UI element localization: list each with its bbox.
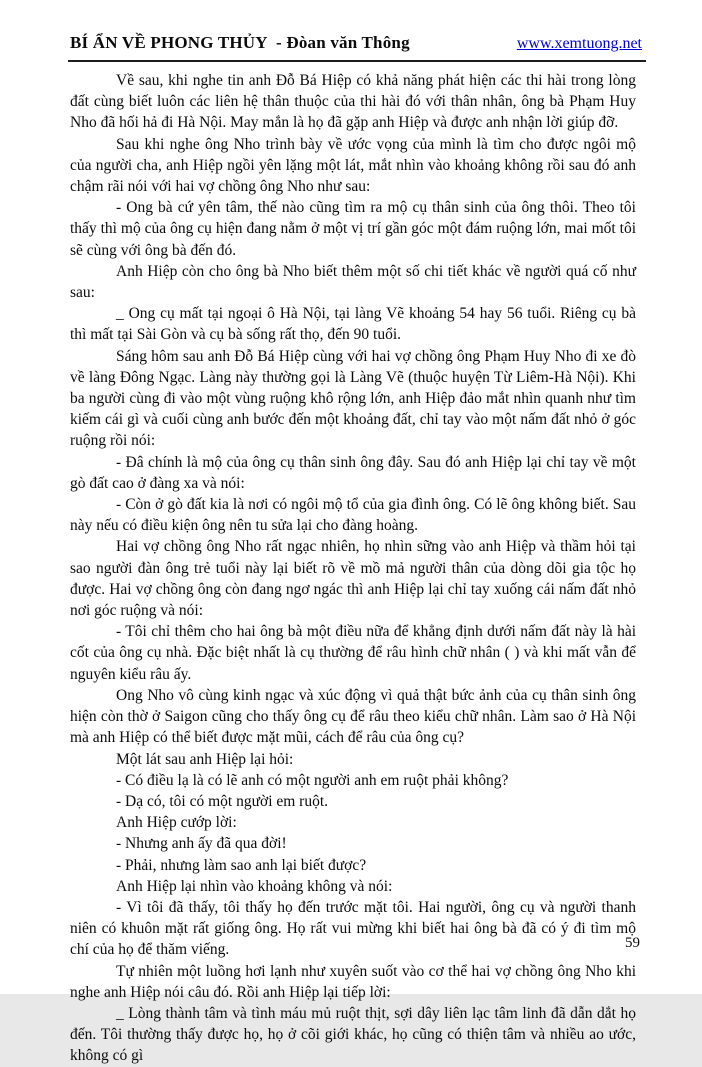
paragraph: - Có điều lạ là có lẽ anh có một người anh em ruột phải không? (116, 771, 509, 789)
page-number: 59 (625, 935, 640, 951)
paragraph: - Ong bà cứ yên tâm, thế nào cũng tìm ra mộ cụ thân sinh của ông thôi. Theo tôi thấy thì mộ của ông cụ hiện đang nằm ở một vị trí gần góc một đám ruộng lớn, mai mốt tôi sẽ cùng với ông bà đến đó. (70, 199, 636, 259)
paragraph: Ong Nho vô cùng kinh ngạc và xúc động vì quả thật bức ảnh của cụ thân sinh ông hiện còn thờ ở Saigon cũng cho thấy ông cụ để râu theo kiểu chữ nhân. Làm sao ở Hà Nội mà anh Hiệp có thể biết được mặt mũi, cách để râu của ông cụ? (70, 686, 636, 747)
paragraph: Tự nhiên một luồng hơi lạnh như xuyên suốt vào cơ thể hai vợ chồng ông Nho khi nghe anh Hiệp nói câu đó. Rồi anh Hiệp lại tiếp lời: (70, 962, 636, 1001)
paragraph: - Còn ở gò đất kia là nơi có ngôi mộ tổ của gia đình ông. Có lẽ ông không biết. Sau này nếu có điều kiện ông nên tu sửa lại cho đàng hoàng. (70, 496, 636, 535)
page-header (0, 0, 702, 53)
paragraph: - Dạ có, tôi có một người em ruột. (116, 792, 329, 810)
paragraph: Anh Hiệp cướp lời: (116, 814, 237, 832)
paragraph: - Phải, nhưng làm sao anh lại biết được? (116, 856, 367, 874)
paragraph: Về sau, khi nghe tin anh Đỗ Bá Hiệp có khả năng phát hiện các thi hài trong lòng đất cùng biết luôn các liên hệ thân thuộc của thi hài đó với thân nhân, ông bà Phạm Huy Nho đã hối hả đi Hà Nội. May mắn là họ đã gặp anh Hiệp và được anh nhận lời giúp đỡ. (70, 72, 636, 132)
paragraph: Anh Hiệp lại nhìn vào khoảng không và nói: (116, 877, 393, 895)
paragraph: - Tôi chỉ thêm cho hai ông bà một điều nữa để khẳng định dưới nấm đất này là hài cốt của ông cụ nhà. Đặc biệt nhất là cụ thường để râu hình chữ nhân ( ) và khi mất vẫn để nguyên kiểu râu ấy. (70, 623, 636, 683)
paragraph: Hai vợ chồng ông Nho rất ngạc nhiên, họ nhìn sững vào anh Hiệp và thầm hỏi tại sao người đàn ông trẻ tuổi này lại biết rõ về mồ mả người thân của dòng dõi gia tộc họ được. Hai vợ chồng ông còn đang ngơ ngác thì anh Hiệp lại chỉ tay xuống cái nấm đất nhỏ nơi góc ruộng và nói: (70, 538, 636, 620)
paragraph: - Đâ chính là mộ của ông cụ thân sinh ông đây. Sau đó anh Hiệp lại chỉ tay về một gò đất cao ở đàng xa và nói: (70, 453, 636, 492)
page-body (0, 62, 702, 1067)
paragraph: _ Ong cụ mất tại ngoại ô Hà Nội, tại làng Vẽ khoảng 54 hay 56 tuổi. Riêng cụ bà thì mất tại Sài Gòn và cụ bà sống rất thọ, đến 90 tuổi. (70, 305, 636, 344)
paragraph: - Vì tôi đã thấy, tôi thấy họ đến trước mặt tôi. Hai người, ông cụ và người thanh niên có khuôn mặt rất giống ông. Họ rất vui mừng khi biết hai ông bà đã có ý đi tìm mộ chí của họ để thăm viếng. (70, 898, 636, 959)
book-title: BÍ ẨN VỀ PHONG THỦY - Đòan văn Thông (70, 33, 410, 52)
paragraph: Một lát sau anh Hiệp lại hỏi: (116, 750, 294, 768)
paragraph: Sau khi nghe ông Nho trình bày về ước vọng của mình là tìm cho được ngôi mộ của người cha, anh Hiệp ngồi yên lặng một lát, mắt nhìn vào khoảng không rồi sau đó anh chậm rãi nói với hai vợ chồng ông Nho như sau: (70, 135, 636, 196)
page-footer (625, 935, 640, 952)
paragraph: - Nhưng anh ấy đã qua đời! (116, 835, 287, 853)
paragraph: Anh Hiệp còn cho ông bà Nho biết thêm một số chi tiết khác về người quá cố như sau: (70, 262, 636, 302)
paragraph: _ Lòng thành tâm và tình máu mủ ruột thịt, sợi dây liên lạc tâm linh đã dẫn dắt họ đến. Tôi thường thấy được họ, họ ở cõi giới khác, họ cũng có thiện tâm và nhiều ao ước, không có gì (70, 1004, 636, 1065)
paragraph: Sáng hôm sau anh Đỗ Bá Hiệp cùng với hai vợ chồng ông Phạm Huy Nho đi xe đò về làng Đông Ngạc. Làng này thường gọi là Làng Vẽ (thuộc huyện Từ Liêm-Hà Nội). Khi ba người cùng đi vào một vùng ruộng khô rộng lớn, anh Hiệp đảo mắt nhìn quanh như tìm kiếm cái gì và cuối cùng anh bước đến một khoảng đất, chỉ tay vào một nấm đất nhỏ ở góc ruộng rồi nói: (70, 347, 636, 450)
website-link[interactable]: www.xemtuong.net (516, 35, 642, 52)
